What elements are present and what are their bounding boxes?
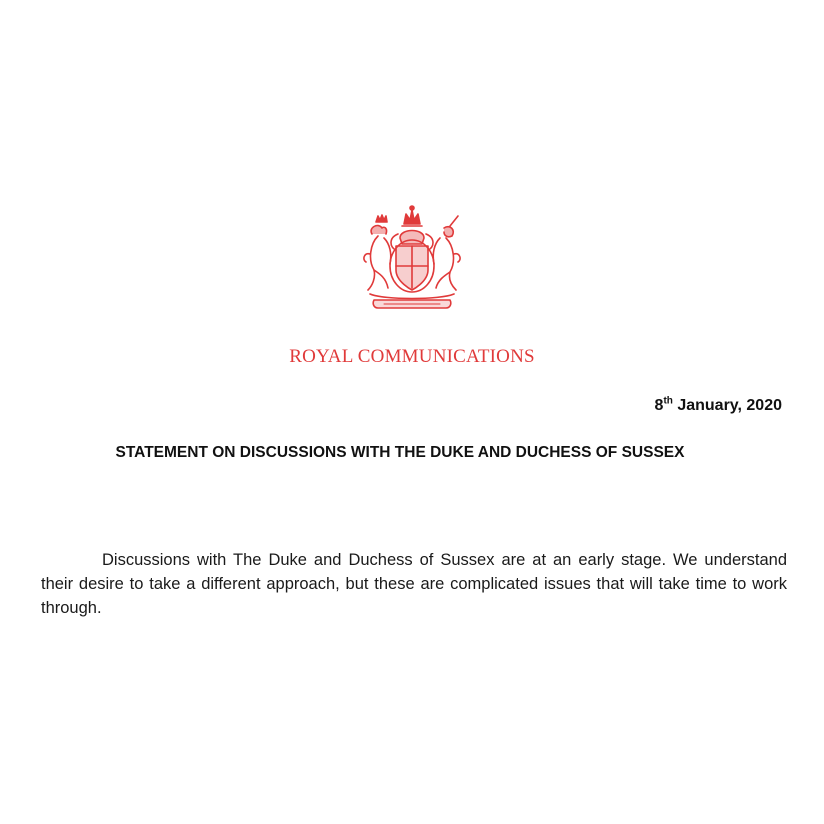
statement-headline: STATEMENT ON DISCUSSIONS WITH THE DUKE AND DUCHESS OF SUSSEX	[115, 444, 685, 461]
statement-date	[655, 397, 782, 415]
royal-coat-of-arms-icon	[354, 204, 470, 316]
date-month-year: January, 2020	[672, 397, 782, 414]
date-ordinal: th	[663, 395, 673, 407]
date-day: 8	[654, 397, 664, 414]
letterhead-title: ROYAL COMMUNICATIONS	[289, 346, 535, 367]
statement-body: Discussions with The Duke and Duchess of Sussex are at an early stage. We understand their desire to take a different approach, but these are complicated issues that will take time to work through.	[41, 550, 787, 617]
